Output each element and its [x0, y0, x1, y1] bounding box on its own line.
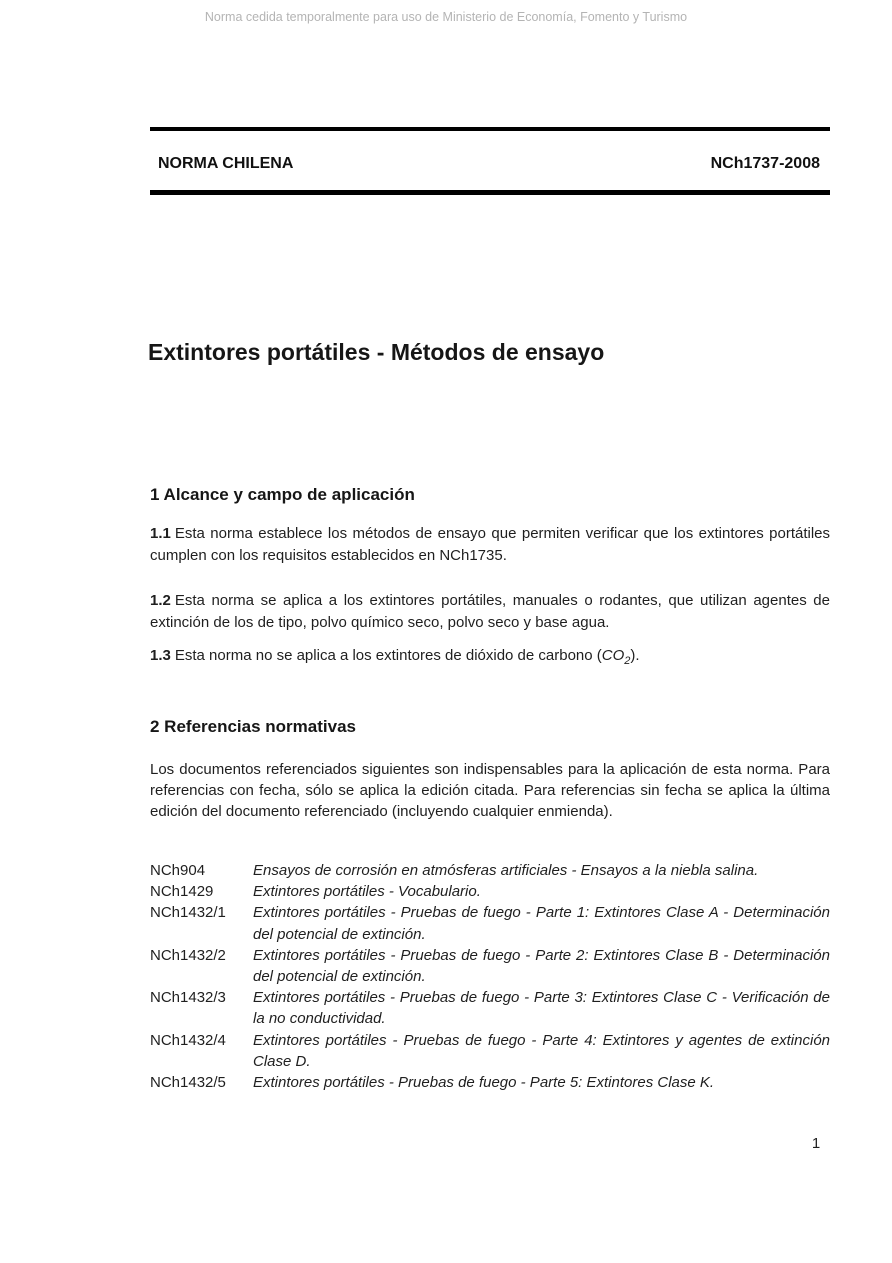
paragraph-1-3	[150, 645, 830, 673]
reference-item	[150, 881, 830, 902]
reference-title: Extintores portátiles - Pruebas de fuego - Parte 1: Extintores Clase A - Determinación del potencial de extinción.	[253, 904, 830, 943]
reference-item	[150, 945, 830, 987]
reference-item	[150, 1072, 830, 1093]
reference-code: NCh1429	[150, 883, 214, 901]
norma-chilena-label: NORMA CHILENA	[158, 155, 294, 172]
reference-item	[150, 860, 830, 881]
section-2-heading: 2 Referencias normativas	[150, 717, 356, 736]
page-number: 1	[811, 1135, 821, 1152]
paragraph-number: 1.3	[150, 647, 171, 664]
paragraph-1-2	[150, 590, 830, 633]
paragraph-text: Esta norma se aplica a los extintores portátiles, manuales o rodantes, que utilizan agentes de extinción de los de tipo, polvo químico seco, polvo seco y base agua.	[150, 592, 830, 631]
reference-code: NCh904	[150, 862, 206, 879]
reference-item	[150, 987, 830, 1029]
norm-code-label: NCh1737-2008	[710, 155, 820, 172]
reference-title: Extintores portátiles - Pruebas de fuego - Parte 5: Extintores Clase K.	[253, 1074, 715, 1092]
section-2-intro-paragraph: Los documentos referenciados siguientes son indispensables para la aplicación de esta norma. Para referencias con fecha, sólo se aplica la edición citada. Para referencias sin fecha se aplica la última edición del documento referenciado (incluyendo cualquier enmienda).	[150, 761, 830, 821]
paragraph-number: 1.1	[150, 525, 171, 542]
header-rule-bottom	[150, 190, 830, 195]
reference-item	[150, 902, 830, 944]
reference-title: Extintores portátiles - Pruebas de fuego - Parte 3: Extintores Clase C - Verificación de la no conductividad.	[253, 989, 830, 1028]
reference-code: NCh1432/4	[150, 1031, 226, 1049]
paragraph-text: Esta norma no se aplica a los extintores de dióxido de carbono (	[174, 647, 602, 664]
references-list	[150, 860, 830, 1093]
watermark-text: Norma cedida temporalmente para uso de Ministerio de Economía, Fomento y Turismo	[204, 10, 688, 24]
paragraph-text: Esta norma establece los métodos de ensayo que permiten verificar que los extintores portátiles cumplen con los requisitos establecidos en NCh1735.	[150, 525, 830, 564]
reference-item	[150, 1030, 830, 1072]
section-1-heading: 1 Alcance y campo de aplicación	[150, 485, 415, 504]
paragraph-1-1	[150, 523, 830, 566]
reference-title: Extintores portátiles - Pruebas de fuego - Parte 2: Extintores Clase B - Determinación del potencial de extinción.	[253, 946, 830, 986]
reference-code: NCh1432/2	[150, 946, 226, 964]
reference-code: NCh1432/3	[150, 989, 226, 1007]
paragraph-number: 1.2	[150, 592, 171, 609]
reference-title: Extintores portátiles - Pruebas de fuego - Parte 4: Extintores y agentes de extinción Clase D.	[253, 1031, 830, 1070]
header-rule-top	[150, 127, 830, 131]
reference-code: NCh1432/5	[150, 1074, 226, 1092]
reference-title: Extintores portátiles - Vocabulario.	[253, 883, 481, 901]
formula-symbol: CO	[601, 647, 625, 664]
paragraph-text-after: ).	[630, 647, 640, 664]
document-header	[150, 154, 830, 174]
reference-title: Ensayos de corrosión en atmósferas artificiales - Ensayos a la niebla salina.	[253, 862, 759, 879]
reference-code: NCh1432/1	[150, 904, 226, 922]
formula-subscript: 2	[624, 655, 631, 667]
co2-formula	[601, 647, 631, 667]
document-title: Extintores portátiles - Métodos de ensayo	[148, 339, 605, 365]
